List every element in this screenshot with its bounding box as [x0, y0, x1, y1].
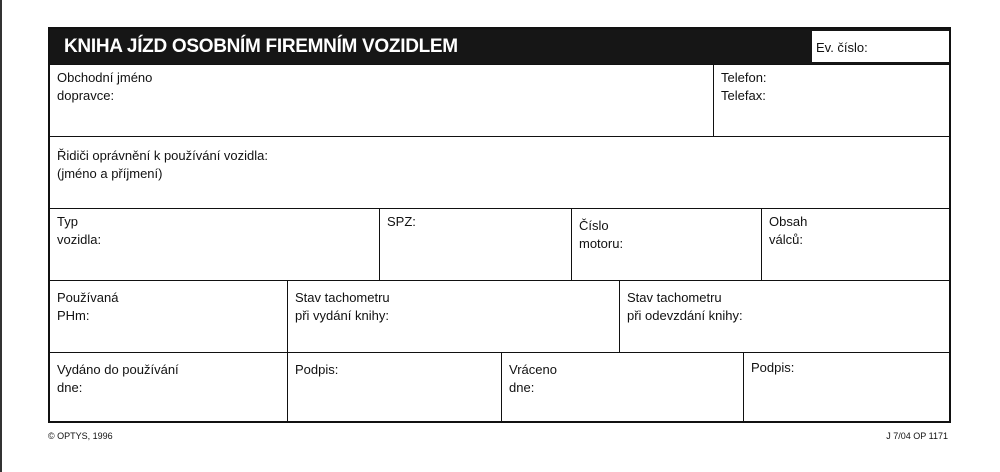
drivers-field[interactable] [50, 136, 949, 208]
label: Telefon: [721, 70, 767, 85]
odometer-issue-field[interactable] [288, 280, 620, 352]
label: Podpis: [295, 362, 339, 377]
label: motoru: [579, 236, 624, 251]
label: Stav tachometru [295, 290, 390, 305]
form-header [50, 29, 949, 64]
label: Typ [57, 214, 78, 229]
label: Obchodní jméno [57, 70, 153, 85]
label: při vydání knihy: [295, 308, 389, 323]
fuel-field[interactable] [50, 280, 288, 352]
label: PHm: [57, 308, 90, 323]
phone-fax-field[interactable] [714, 64, 949, 136]
signature-return-field[interactable] [744, 352, 949, 421]
label: Telefax: [721, 88, 766, 103]
spz-field[interactable] [380, 208, 572, 280]
signature-issue-field[interactable] [288, 352, 502, 421]
label: Vráceno [509, 362, 557, 377]
vehicle-type-field[interactable] [50, 208, 380, 280]
label: dopravce: [57, 88, 115, 103]
returned-date-field[interactable] [502, 352, 744, 421]
label: dne: [509, 380, 535, 395]
odometer-return-field[interactable] [620, 280, 949, 352]
form-code: J 7/04 OP 1171 [886, 431, 948, 441]
label: vozidla: [57, 232, 102, 247]
copyright: © OPTYS, 1996 [48, 431, 113, 441]
logbook-form [48, 27, 951, 423]
page-edge [0, 0, 2, 472]
label: Vydáno do používání [57, 362, 179, 377]
label: při odevzdání knihy: [627, 308, 743, 323]
label: dne: [57, 380, 83, 395]
label: Řidiči oprávnění k používání vozidla: [57, 148, 269, 163]
form-title: KNIHA JÍZD OSOBNÍM FIREMNÍM VOZIDLEM [64, 36, 458, 57]
label: Používaná [57, 290, 119, 305]
label: SPZ: [387, 214, 416, 229]
company-name-field[interactable] [50, 64, 714, 136]
issued-date-field[interactable] [50, 352, 288, 421]
label: Číslo [579, 218, 609, 233]
label: válců: [769, 232, 803, 247]
label: Stav tachometru [627, 290, 722, 305]
ev-cislo-label: Ev. číslo: [816, 40, 868, 55]
ev-cislo-field[interactable] [812, 31, 949, 62]
label: Podpis: [751, 360, 795, 375]
cylinder-volume-field[interactable] [762, 208, 949, 280]
engine-number-field[interactable] [572, 208, 762, 280]
label: Obsah [769, 214, 808, 229]
label: (jméno a příjmení) [57, 166, 163, 181]
